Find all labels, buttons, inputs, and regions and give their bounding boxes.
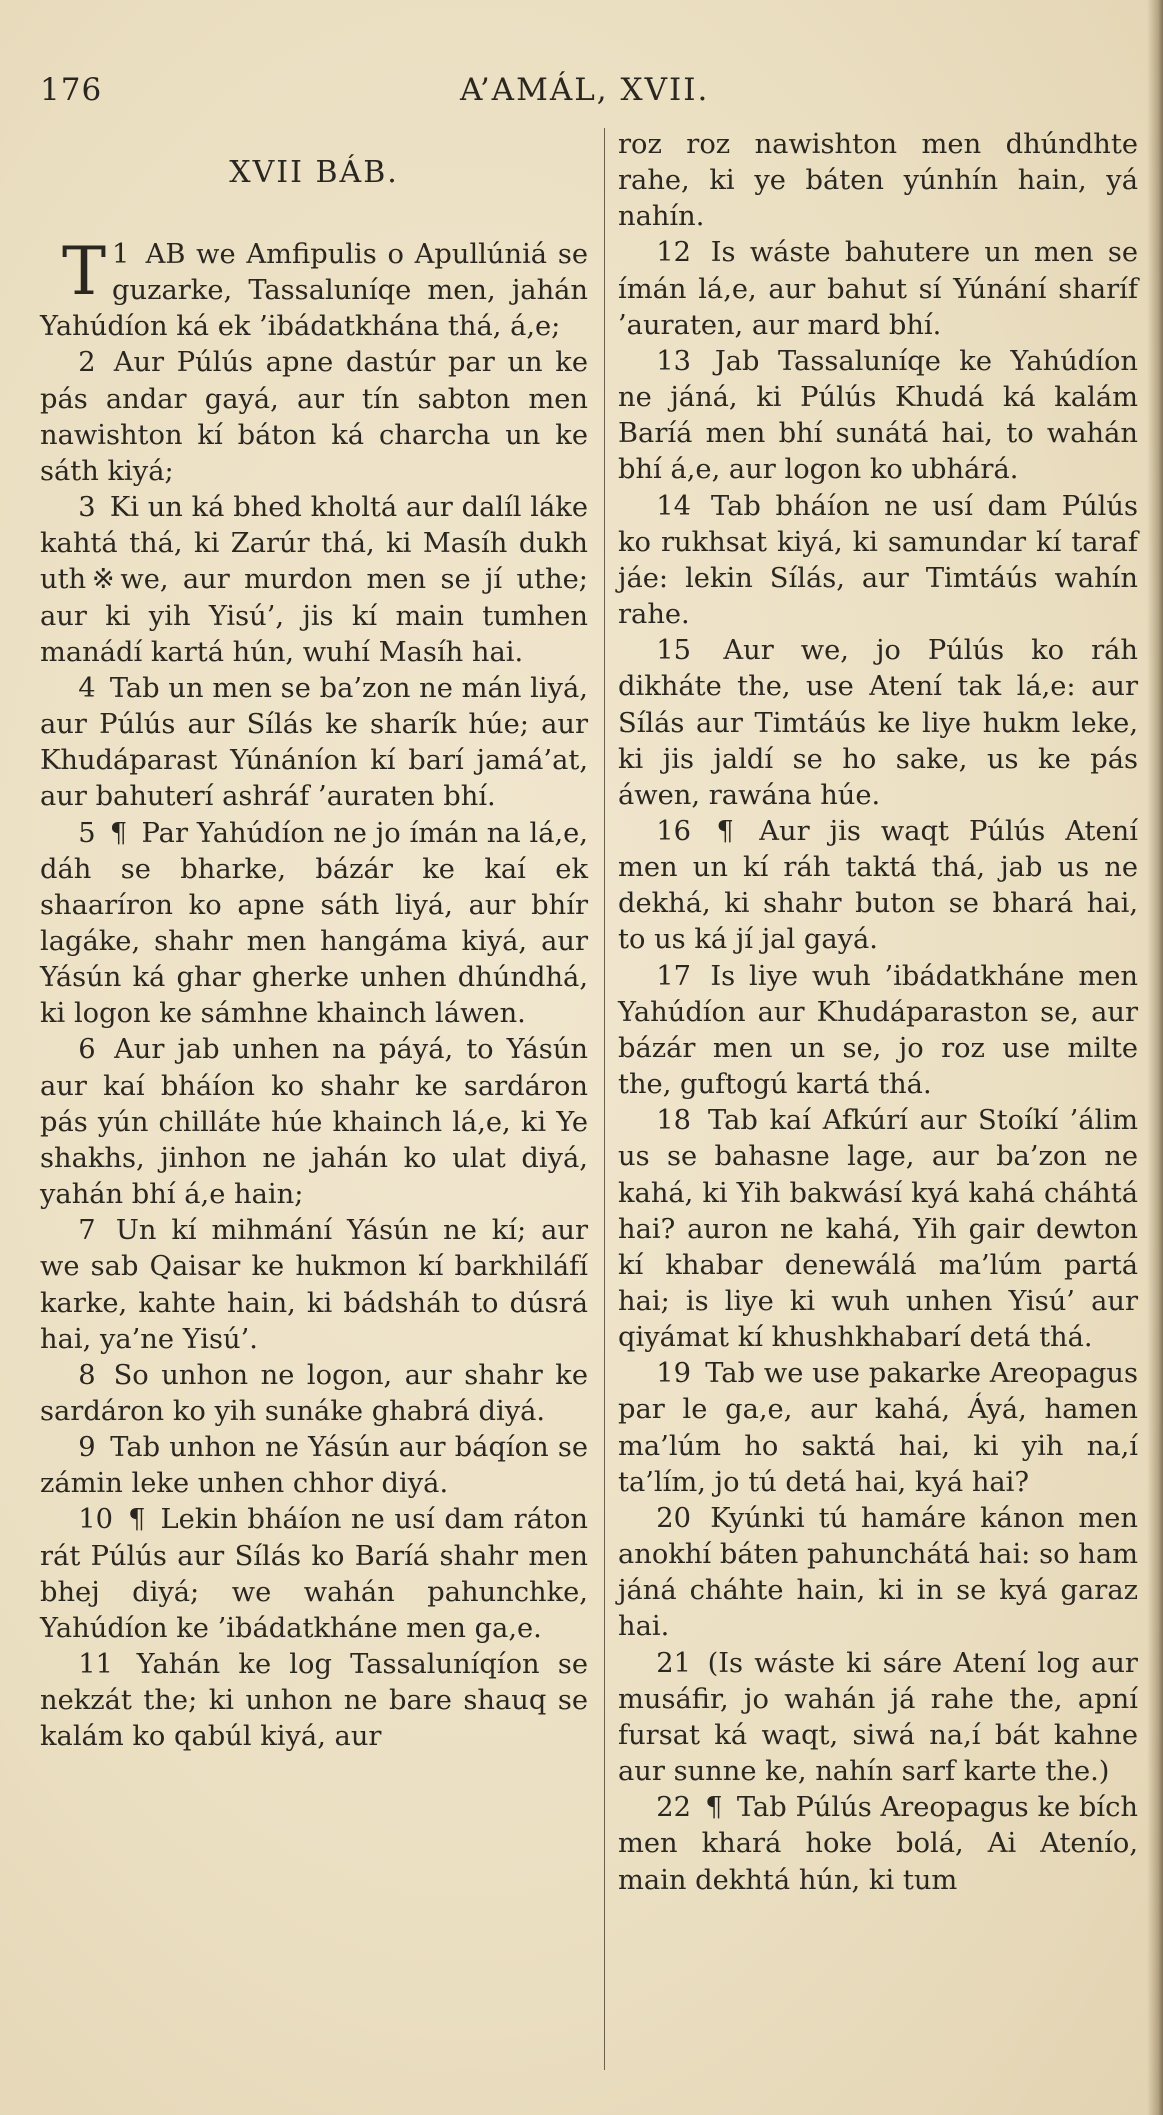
verse-text: Ki un ká bhed kholtá aur dalíl láke kahtá thá, ki Zarúr thá, ki Masíh dukh uth※we, aur murdon men se jí uthe; aur ki yih Yisú’, jis kí main tumhen manádí kartá hún, wuhí Masíh hai. — [40, 492, 588, 668]
verse-text: Yahán ke log Tassaluníqíon se nekzát the; ki unhon ne bare shauq se kalám ko qabúl kiyá, aur — [40, 1649, 588, 1753]
page-header — [0, 72, 1163, 122]
verse-text: Tab un men se ba’zon ne mán liyá, aur Púlús aur Sílás ke sharík húe; aur Khudáparast Yúnáníon kí barí jamá’at, aur bahuterí ashráf ’auraten bhí. — [40, 672, 588, 813]
verse — [618, 1356, 1138, 1501]
verse — [40, 490, 588, 671]
verse — [618, 344, 1138, 489]
verse-number: 8 — [78, 1359, 96, 1391]
verse-text: Tab unhon ne Yásún aur báqíon se zámin leke unhen chhor diyá. — [40, 1432, 588, 1500]
verse-text: So unhon ne logon, aur shahr ke sardáron ko yih sunáke ghabrá diyá. — [40, 1359, 588, 1427]
verse — [40, 816, 588, 1033]
verse — [618, 1103, 1138, 1356]
verse — [618, 489, 1138, 634]
verse-text: Tab bháíon ne usí dam Púlús ko rukhsat kiyá, ki samundar kí taraf jáe: lekin Sílás, aur Timtáús wahín rahe. — [618, 490, 1138, 631]
verse-text: roz roz nawishton men dhúndhte rahe, ki ye báten yúnhín hain, yá nahín. — [618, 129, 1138, 233]
verse-number: 13 — [656, 345, 691, 377]
verse-number: 6 — [78, 1034, 96, 1066]
verse-number: 16 — [656, 815, 691, 847]
verse — [618, 1790, 1138, 1898]
verse-text: Tab kaí Afkúrí aur Stoíkí ’álim us se bahasne lage, aur ba’zon ne kahá, ki Yih bakwásí kyá kahá cháhtá hai? auron ne kahá, Yih gair dewton kí khabar denewálá ma’lúm partá hai; is liye ki wuh unhen Yisú’ aur qiyámat kí khushkhabarí detá thá. — [618, 1105, 1138, 1354]
verse-text: Un kí mihmání Yásún ne kí; aur we sab Qaisar ke hukmon kí barkhiláfí karke, kahte hain, ki bádsháh to dúsrá hai, ya’ne Yisú’. — [40, 1215, 588, 1355]
verse-text: Aur Púlús apne dastúr par un ke pás andar gayá, aur tín sabton men nawishton kí báton ká charcha un ke sáth kiyá; — [40, 347, 588, 487]
verse — [40, 1430, 588, 1502]
verse-number: 21 — [656, 1647, 691, 1679]
verse-number: 14 — [656, 490, 691, 522]
verse-text: Kyúnki tú hamáre kánon men anokhí báten pahunchátá hai: so ham jáná cháhte hain, ki in se kyá garaz hai. — [618, 1502, 1138, 1643]
chapter-heading: XVII BÁB. — [229, 155, 399, 190]
pilcrow-mark: ¶ — [705, 1792, 723, 1824]
verse — [40, 233, 588, 345]
verse-text: Lekin bháíon ne usí dam ráton rát Púlús aur Sílás ko Baríá shahr men bhej diyá; we wahán pahunchke, Yahúdíon ke ’ibádatkháne men ga,e. — [40, 1504, 588, 1644]
verse-text: Is wáste bahutere un men se ímán lá,e, aur bahut sí Yúnání sharíf ’auraten, aur mard bhí. — [618, 237, 1138, 341]
verse-number: 1 — [112, 239, 130, 270]
verse-number: 3 — [78, 492, 96, 524]
verse-number: 19 — [656, 1358, 691, 1390]
verse-text: Aur we, jo Púlús ko ráh dikháte the, use Atení tak lá,e: aur Sílás aur Timtáús ke liye hukm leke, ki jis jaldí se ho sake, us ke pás áwen, rawána húe. — [618, 635, 1138, 811]
verse — [40, 1647, 588, 1755]
verse-text: Tab Púlús Areopagus ke bích men khará hoke bolá, Ai Atenío, main dekhtá hún, ki tum — [618, 1792, 1138, 1896]
drop-cap: T — [62, 233, 107, 310]
left-column — [40, 155, 588, 1756]
verse — [618, 633, 1138, 814]
column-divider — [604, 128, 605, 2070]
verse-number: 22 — [656, 1792, 691, 1824]
verse-number: 9 — [78, 1432, 96, 1464]
verse-number: 11 — [78, 1649, 113, 1681]
pilcrow-mark: ¶ — [128, 1504, 146, 1536]
verse-text: Is liye wuh ’ibádatkháne men Yahúdíon aur Khudáparaston se, aur bázár men un se, jo roz use milte the, guftogú kartá thá. — [618, 960, 1138, 1101]
verse — [40, 1502, 588, 1647]
verse-number: 12 — [656, 237, 691, 269]
verse — [618, 235, 1138, 343]
verse-text: Jab Tassaluníqe ke Yahúdíon ne jáná, ki Púlús Khudá ká kalám Baríá men bhí sunátá hai, to wahán bhí á,e, aur logon ko ubhárá. — [618, 345, 1138, 486]
verse-text: Tab we use pakarke Areopagus par le ga,e, aur kahá, Áyá, hamen ma’lúm ho saktá hai, ki yih na,í ta’lím, jo tú detá hai, kyá hai? — [618, 1358, 1138, 1498]
verse-text: Aur jab unhen na páyá, to Yásún aur kaí bháíon ko shahr ke sardáron pás yún chilláte húe khainch lá,e, ki Ye shakhs, jinhon ne jahán ko ulat diyá, yahán bhí á,e hain; — [40, 1034, 588, 1211]
verse — [40, 1358, 588, 1430]
verse-text: (Is wáste ki sáre Atení log aur musáfir, jo wahán já rahe the, apní fursat ká waqt, siwá na,í bát kahne aur sunne ke, nahín sarf karte the.) — [618, 1647, 1138, 1788]
verse — [40, 671, 588, 816]
verse-number: 20 — [656, 1502, 691, 1534]
verse — [40, 345, 588, 490]
verse-number: 2 — [78, 347, 96, 379]
verse-continuation — [618, 127, 1138, 235]
verse — [40, 1213, 588, 1358]
verse — [618, 814, 1138, 959]
page-edge-shadow — [1147, 0, 1163, 2115]
verse — [618, 1501, 1138, 1646]
pilcrow-mark: ¶ — [109, 817, 128, 849]
verse-text: AB we Amfipulis o Apullúniá se guzarke, Tassaluníqe men, jahán Yahúdíon ká ek ’ibádatkhána thá, á,e; — [40, 239, 588, 343]
verse-number: 18 — [656, 1105, 691, 1137]
verse-number: 10 — [78, 1504, 113, 1536]
verse-text: Par Yahúdíon ne jo ímán na lá,e, dáh se bharke, bázár ke kaí ek shaaríron ko apne sáth liyá, aur bhír lagáke, shahr men hangáma kiyá, aur Yásún ká ghar gherke unhen dhúndhá, ki logon ke sámhne khainch láwen. — [40, 817, 588, 1030]
pilcrow-mark: ¶ — [716, 815, 734, 847]
verse-number: 4 — [78, 672, 96, 704]
page-number: 176 — [40, 72, 103, 108]
verse-number: 7 — [78, 1215, 96, 1247]
verse-number: 17 — [656, 960, 691, 992]
verse-text: Aur jis waqt Púlús Atení men un kí ráh taktá thá, jab us ne dekhá, ki shahr buton se bhará hai, to us ká jí jal gayá. — [618, 815, 1138, 956]
right-column — [618, 127, 1138, 1899]
verse-number: 5 — [78, 817, 96, 849]
verse — [618, 959, 1138, 1104]
running-title: A’AMÁL, XVII. — [460, 72, 710, 108]
verse-number: 15 — [656, 635, 691, 667]
verse — [40, 1032, 588, 1213]
verse — [618, 1646, 1138, 1791]
